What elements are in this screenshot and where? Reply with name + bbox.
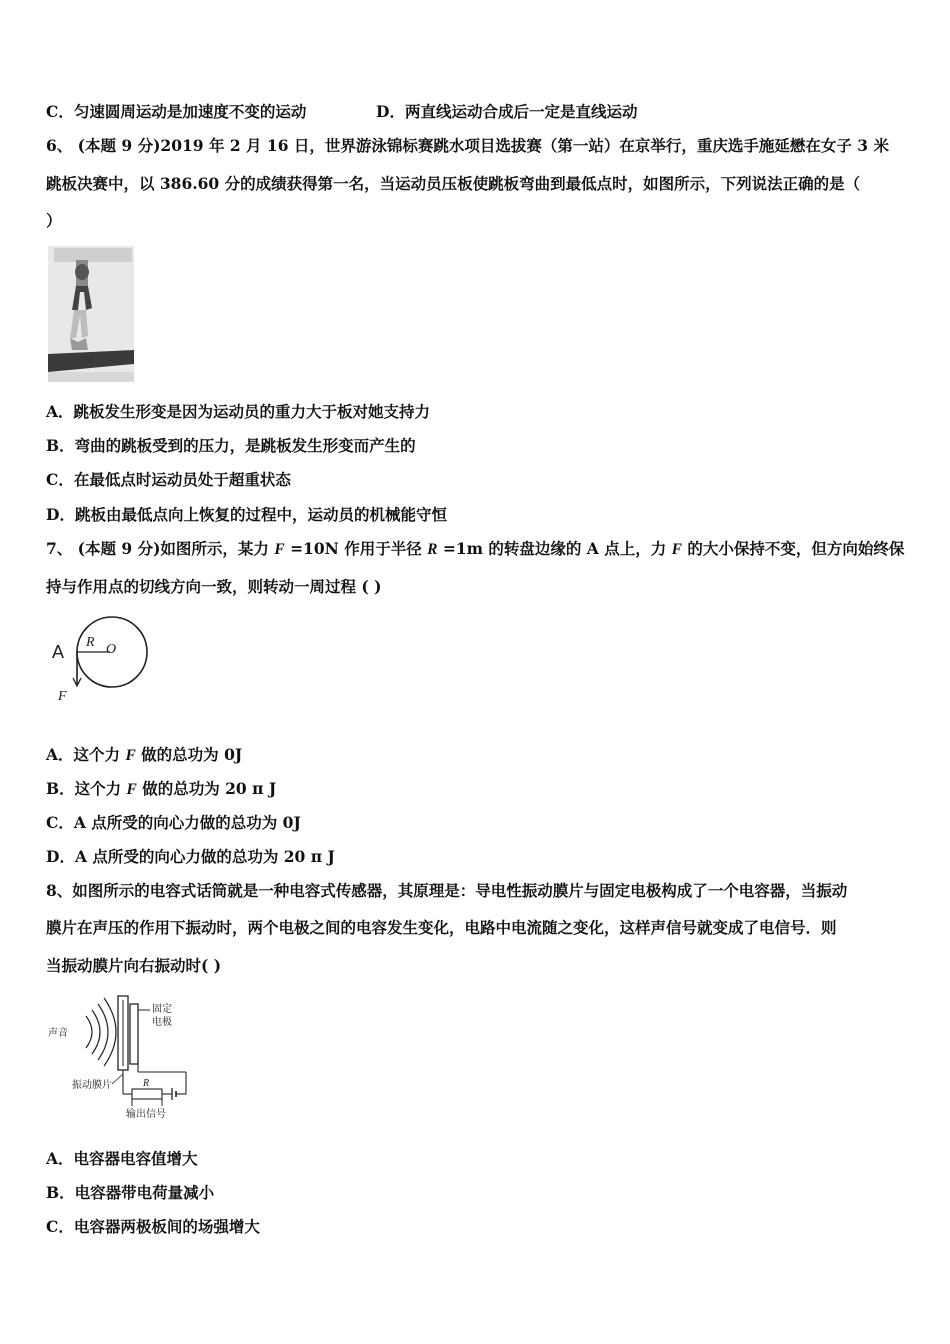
q7-line1 [46, 539, 904, 560]
var-f-b: F [126, 781, 137, 798]
option-c-prev: C．匀速圆周运动是加速度不变的运动 [46, 102, 307, 121]
q7-option-d: D．A 点所受的向心力做的总功为 20 π J [46, 847, 335, 866]
q7-line1-c: =1m 的转盘边缘的 A 点上，力 [437, 539, 672, 558]
q8-option-a: A．电容器电容值增大 [46, 1149, 198, 1168]
q8-option-b: B．电容器带电荷量减小 [46, 1183, 215, 1202]
option-d-prev: D．两直线运动合成后一定是直线运动 [376, 102, 638, 121]
var-f: F [274, 541, 285, 558]
label-sound: 声音 [48, 1028, 68, 1039]
var-r: R [427, 541, 438, 558]
q8-line1: 8、如图所示的电容式话筒就是一种电容式传感器，其原理是：导电性振动膜片与固定电极构成了一个电容器，当振动 [46, 881, 848, 900]
q6-option-d: D．跳板由最低点向上恢复的过程中，运动员的机械能守恒 [46, 505, 447, 524]
q7-option-c: C．A 点所受的向心力做的总功为 0J [46, 813, 301, 832]
q7-option-b [46, 779, 276, 800]
label-a: A [52, 642, 65, 662]
q7-line2: 持与作用点的切线方向一致，则转动一周过程 ( ) [46, 577, 382, 596]
q7-option-b-pre: B．这个力 [46, 779, 127, 798]
q6-line1: 6、 (本题 9 分)2019 年 2 月 16 日，世界游泳锦标赛跳水项目选拔赛（第一站）在京举行，重庆选手施延懋在女子 3 米 [46, 136, 889, 155]
var-f-a: F [125, 747, 136, 764]
label-output: 输出信号 [126, 1109, 166, 1120]
turntable-diagram [48, 608, 158, 708]
q7-option-a-post: 做的总功为 0J [135, 745, 243, 764]
condenser-microphone-diagram [46, 990, 196, 1120]
diving-board-photo [48, 246, 134, 382]
q8-line2: 膜片在声压的作用下振动时，两个电极之间的电容发生变化，电路中电流随之变化，这样声信号就变成了电信号．则 [46, 918, 837, 937]
q7-option-a-pre: A．这个力 [46, 745, 126, 764]
label-fixed-1: 固定 [152, 1004, 172, 1015]
q6-line3: ） [46, 211, 62, 230]
q6-option-a: A．跳板发生形变是因为运动员的重力大于板对她支持力 [46, 402, 431, 421]
label-membrane: 振动膜片 [72, 1080, 112, 1091]
var-f-2: F [671, 541, 682, 558]
q6-option-c: C．在最低点时运动员处于超重状态 [46, 470, 291, 489]
label-fixed-2: 电极 [152, 1017, 172, 1028]
label-r: R [86, 635, 95, 650]
label-f: F [58, 689, 67, 704]
q7-line1-d: 的大小保持不变，但方向始终保 [681, 539, 905, 558]
q7-option-a [46, 745, 242, 766]
q7-option-b-post: 做的总功为 20 π J [136, 779, 277, 798]
label-o: O [106, 642, 117, 657]
q8-line3: 当振动膜片向右振动时( ) [46, 956, 222, 975]
label-resistor: R [143, 1078, 150, 1089]
q7-line1-b: =10N 作用于半径 [284, 539, 428, 558]
q8-option-c: C．电容器两极板间的场强增大 [46, 1217, 260, 1236]
q6-line2: 跳板决赛中，以 386.60 分的成绩获得第一名，当运动员压板使跳板弯曲到最低点时，如图所示，下列说法正确的是（ [46, 174, 861, 193]
q6-option-b: B．弯曲的跳板受到的压力，是跳板发生形变而产生的 [46, 436, 416, 455]
q7-line1-a: 7、 (本题 9 分)如图所示，某力 [46, 539, 275, 558]
